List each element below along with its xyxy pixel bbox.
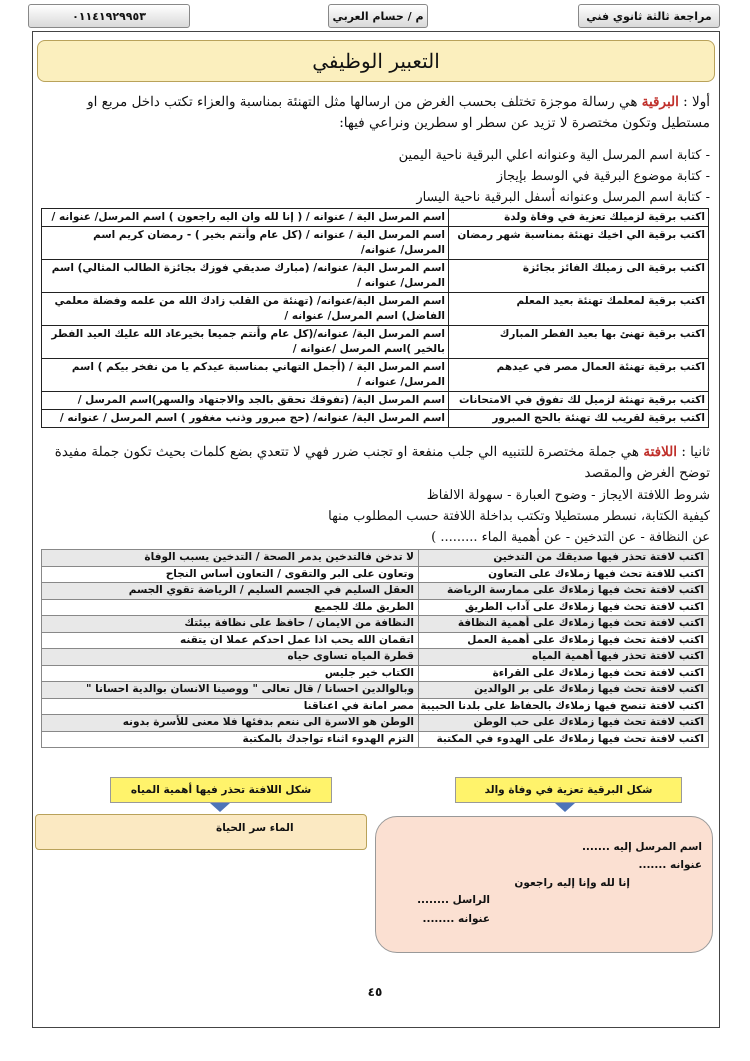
table-row (42, 410, 709, 428)
task-cell: اكتب برقية الى زميلك الفائز بجائزة (449, 260, 709, 293)
teacher-name: م / حسام العربي (332, 9, 424, 23)
sign-example-text: الماء سر الحياة (216, 822, 294, 834)
task-cell: اكتب لافتة تحث فيها زملاءك على حب الوطن (419, 715, 709, 732)
task-cell: اكتب برقية لقريب لك تهنئة بالحج المبرور (449, 410, 709, 428)
telegram-message: إنا لله وإنا إليه راجعون (514, 877, 630, 889)
telegram-to-address: عنوانه ....... (638, 859, 702, 871)
task-cell: اكتب برقية تهنئة العمال مصر في عيدهم (449, 359, 709, 392)
answer-cell: الوطن هو الاسرة الى ننعم بدفئها فلا معنى للأسرة بدونه (42, 715, 419, 732)
table-row (42, 583, 709, 600)
table-row (42, 649, 709, 666)
phone-number: ٠١١٤١٩٢٩٩٥٣ (72, 9, 146, 23)
teacher-box (328, 4, 428, 28)
arrow-down-icon (555, 803, 575, 812)
answer-cell: لا تدخن فالتدخين يدمر الصحة / التدخين يسبب الوفاة (42, 550, 419, 567)
telegram-term: البرقية (641, 94, 679, 110)
list-item: - كتابة اسم المرسل الية وعنوانه اعلي البرقية ناحية اليمين (398, 148, 710, 163)
answer-cell: اسم المرسل الية / عنوانه / ( إنا لله وان اليه راجعون ) اسم المرسل/ عنوانه / (42, 209, 449, 227)
telegram-example-box (375, 816, 713, 953)
table-row (42, 731, 709, 748)
answer-cell: اتقمان الله يحب اذا عمل احدكم عملا ان يتقنه (42, 632, 419, 649)
task-cell: اكتب لافتة تحث فيها زملاءك على أهمية العمل (419, 632, 709, 649)
section1-prefix: أولا : (678, 94, 710, 110)
sign-how-to: كيفية الكتابة، نسطر مستطيلا وتكتب بداخلة اللافتة حسب المطلوب منها (328, 509, 710, 524)
page-number: ٤٥ (367, 985, 383, 999)
answer-cell: العقل السليم في الجسم السليم / الرياضة تقوي الجسم (42, 583, 419, 600)
sign-term: اللافتة (643, 444, 678, 460)
page-title-text: التعبير الوظيفي (312, 49, 440, 73)
sign-examples: عن النظافة - عن التدخين - عن أهمية الماء ......... ) (431, 530, 710, 545)
page-title (37, 40, 715, 82)
telegram-points (110, 145, 710, 208)
table-row (42, 550, 709, 567)
answer-cell: اسم المرسل الية/ عنوانه/ (حج مبرور وذنب مغفور ) اسم المرسل / عنوانه / (42, 410, 449, 428)
answer-cell: اسم المرسل الية/ عنوانه/ (مبارك صديقي فوزك بجائزة الطالب المثالي) اسم المرسل/ عنوانه / (42, 260, 449, 293)
task-cell: اكتب لافتة تحذر فيها أهمية المياه (419, 649, 709, 666)
answer-cell: وبالوالدين احسانا / قال تعالى " ووصينا الانسان بوالدية احسانا " (42, 682, 419, 699)
answer-cell: اسم المرسل الية/ عنوانه/(كل عام وأنتم جميعا بخيرعاد الله عليك العيد الفطر بالخير )اسم المرسل /عنوانه / (42, 326, 449, 359)
answer-cell: اسم المرسل الية/عنوانه/ (تهنئة من القلب زادك الله من علمه وفضلة معلمي الفاضل) اسم المرسل/ عنوانه / (42, 293, 449, 326)
table-row (42, 359, 709, 392)
telegram-definition-text: هي رسالة موجزة تختلف بحسب الغرض من ارسالها مثل التهنئة بمناسبة والعزاء تكتب داخل مربع او مستطيل وتكون مختصرة لا تزيد عن سطر او سطرين ونراعي فيها: (87, 94, 710, 131)
table-row (42, 209, 709, 227)
telegram-sender-address: عنوانه ........ (422, 913, 490, 925)
table-row (42, 566, 709, 583)
table-row (42, 392, 709, 410)
task-cell: اكتب لافتة تحث فيها زملاءك على القراءة (419, 665, 709, 682)
answer-cell: النظافة من الايمان / حافظ على نظافة بيئتك (42, 616, 419, 633)
task-cell: اكتب لافتة تحذر فيها صديقك من التدخين (419, 550, 709, 567)
sign-shape-label (110, 777, 332, 803)
answer-cell: وتعاون على البر والتقوى / التعاون أساس النجاح (42, 566, 419, 583)
task-cell: اكتب برقية لمعلمك تهنئة بعيد المعلم (449, 293, 709, 326)
task-cell: اكتب برقية تهنئة لزميل لك تفوق في الامتحانات (449, 392, 709, 410)
table-row (42, 665, 709, 682)
course-box (578, 4, 720, 28)
section2-prefix: ثانيا : (677, 444, 710, 460)
sign-conditions: شروط اللافتة الايجاز - وضوح العبارة - سهولة الالفاظ (426, 488, 710, 503)
list-item: - كتابة موضوع البرقية في الوسط بإيجاز (496, 169, 710, 184)
sign-notes (40, 485, 710, 548)
task-cell: اكتب برقية لزميلك تعزية في وفاة ولدة (449, 209, 709, 227)
table-row (42, 682, 709, 699)
sign-shape-label-text: شكل اللافتة تحذر فيها أهمية المياه (130, 784, 312, 796)
answer-cell: اسم المرسل الية / عنوانه / (كل عام وأنتم بخير ) - رمضان كريم اسم المرسل/ عنوانه/ (42, 227, 449, 260)
list-item: - كتابة اسم المرسل وعنوانه أسفل البرقية ناحية اليسار (416, 190, 710, 205)
task-cell: اكتب لافتة تحث فيها زملاءك على أهمية النظافة (419, 616, 709, 633)
answer-cell: الكتاب خير جليس (42, 665, 419, 682)
arrow-down-icon (210, 803, 230, 812)
telegram-sender: الراسل ........ (417, 894, 490, 906)
sign-definition (40, 442, 710, 484)
sign-example-box (35, 814, 367, 850)
table-row (42, 632, 709, 649)
table-row (42, 715, 709, 732)
telegram-shape-label-text: شكل البرقية تعزية في وفاة والد (484, 784, 653, 796)
course-title: مراجعة ثالثة ثانوي فني (586, 9, 712, 23)
sign-table (41, 549, 709, 748)
table-row (42, 293, 709, 326)
answer-cell: اسم المرسل الية / (أجمل التهاني بمناسبة عيدكم يا من نفخر بيكم ) اسم المرسل/ عنوانه / (42, 359, 449, 392)
answer-cell: الطريق ملك للجميع (42, 599, 419, 616)
table-row (42, 698, 709, 715)
task-cell: اكتب لافتة تنصح فيها زملاءك بالحفاظ على بلدنا الحبيبة (419, 698, 709, 715)
answer-cell: مصر امانة في اعناقنا (42, 698, 419, 715)
telegram-shape-label (455, 777, 682, 803)
answer-cell: قطرة المياه تساوى حياه (42, 649, 419, 666)
table-row (42, 599, 709, 616)
task-cell: اكتب برقية تهنئ بها بعيد الفطر المبارك (449, 326, 709, 359)
task-cell: اكتب لافتة تحث فيها زملاءك على آداب الطريق (419, 599, 709, 616)
telegram-table (41, 208, 709, 428)
task-cell: اكتب لافتة تحث فيها زملاءك على بر الوالدين (419, 682, 709, 699)
answer-cell: التزم الهدوء اثناء تواجدك بالمكتبة (42, 731, 419, 748)
sign-definition-text: هي جملة مختصرة للتنبيه الي جلب منفعة او تجنب ضرر فهي لا تتعدي بضع كلمات بحيث تكون جملة مفيدة توضح الغرض والمقصد (54, 444, 710, 481)
answer-cell: اسم المرسل الية/ (تفوقك تحقق بالجد والاجتهاد والسهر)اسم المرسل / (42, 392, 449, 410)
phone-box (28, 4, 190, 28)
table-row (42, 616, 709, 633)
telegram-to-name: اسم المرسل إليه ....... (581, 841, 702, 853)
task-cell: اكتب لافتة تحث فيها زملاءك على ممارسة الرياضة (419, 583, 709, 600)
task-cell: اكتب لافتة تحث فيها زملاءك على الهدوء في المكتبة (419, 731, 709, 748)
table-row (42, 326, 709, 359)
table-row (42, 260, 709, 293)
task-cell: اكتب برقية الي اخيك تهنئة بمناسبة شهر رمضان (449, 227, 709, 260)
table-row (42, 227, 709, 260)
task-cell: اكتب للافتة تحث فيها زملاءك على التعاون (419, 566, 709, 583)
telegram-definition (40, 92, 710, 134)
